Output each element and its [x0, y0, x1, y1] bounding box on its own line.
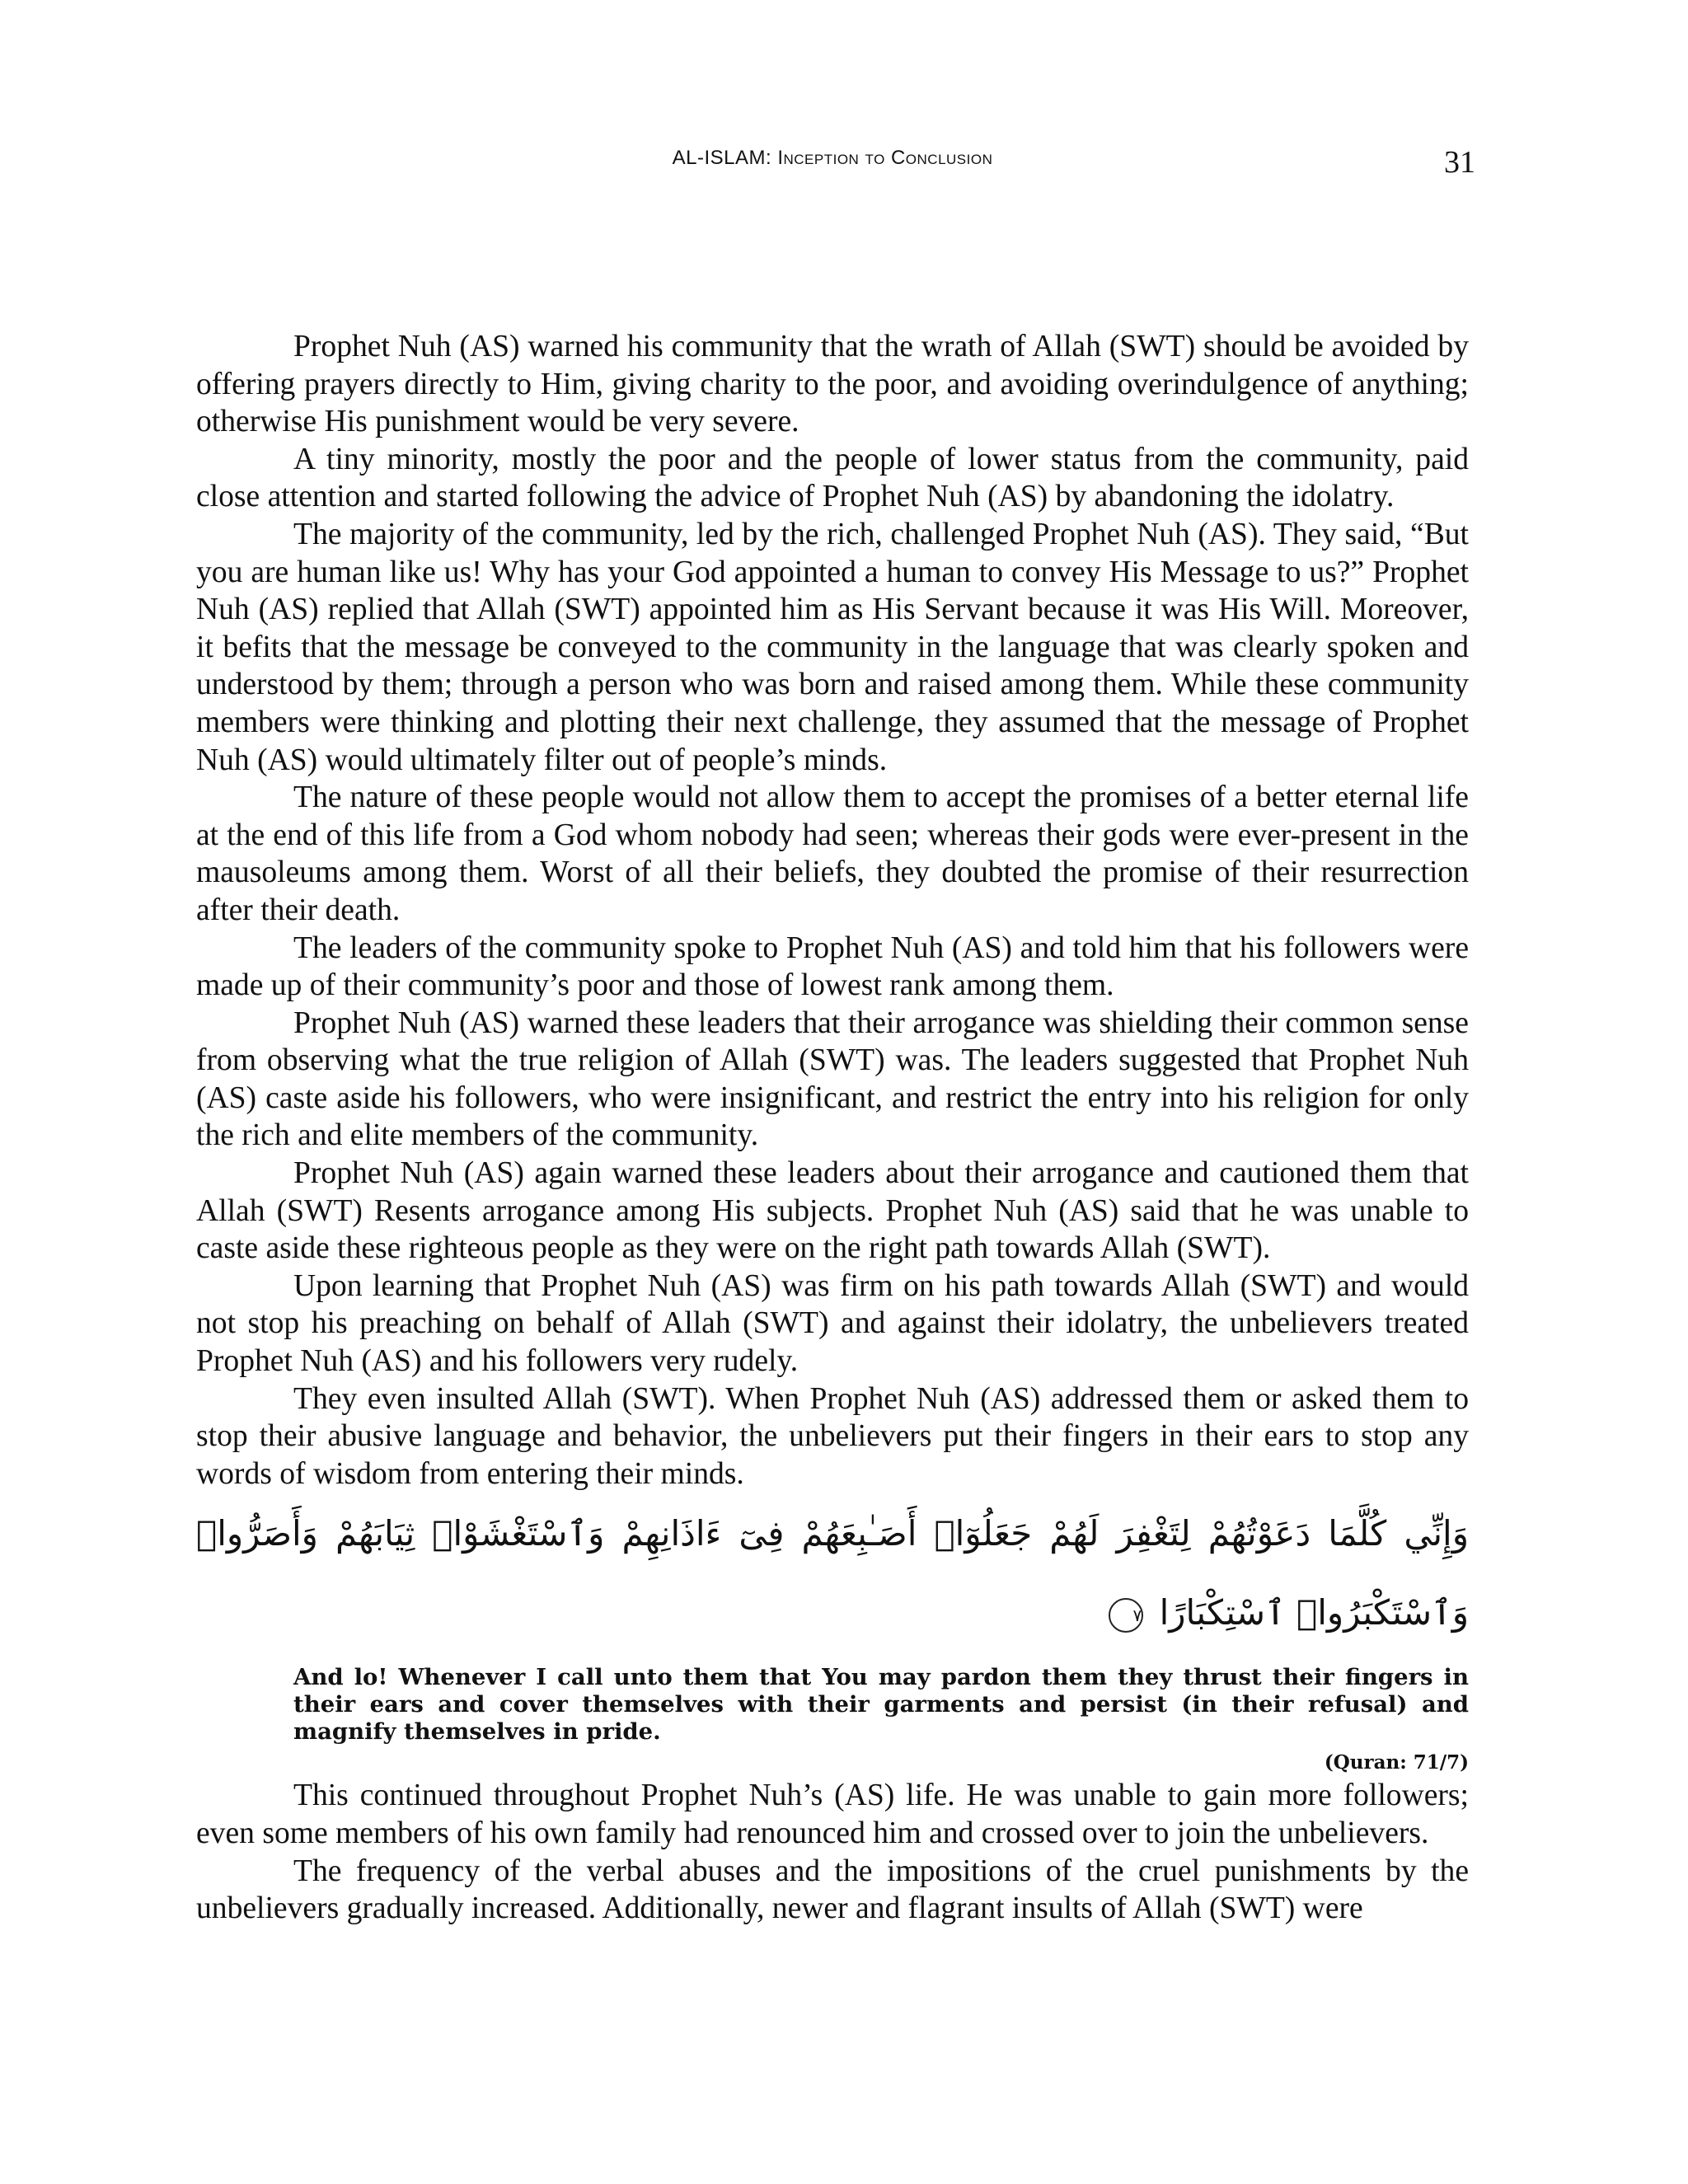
body-text: [196, 328, 1469, 1928]
paragraph: This continued throughout Prophet Nuh’s (AS) life. He was unable to gain more followers; even some members of his own family had renounced him and crossed over to join the unbelievers.: [196, 1779, 1469, 1850]
verse-citation: (Quran: 71/7): [1324, 1751, 1469, 1774]
paragraph: The leaders of the community spoke to Prophet Nuh (AS) and told him that his followers were made up of their community’s poor and those of lowest rank among them.: [196, 930, 1469, 1003]
quran-verse-arabic: [196, 1494, 1469, 1652]
paragraph: The nature of these people would not allow them to accept the promises of a better eternal life at the end of this life from a God whom nobody had seen; whereas their gods were ever-present in the mausoleums among them. Worst of all their beliefs, they doubted the promise of their resurrection after their death.: [196, 780, 1469, 927]
page-number: 31: [1444, 145, 1475, 180]
paragraph: They even insulted Allah (SWT). When Prophet Nuh (AS) addressed them or asked them to stop their abusive language and behavior, the unbelievers put their fingers in their ears to stop any words of wisdom from entering their minds.: [196, 1381, 1469, 1491]
paragraph: The majority of the community, led by the rich, challenged Prophet Nuh (AS). They said, “But you are human like us! Why has your God appointed a human to convey His Message to us?” Prophet Nuh (AS) replied that Allah (SWT) appointed him as His Servant because it was His Will. Moreover, it befits that the message be conveyed to the community in the language that was clearly spoken and understood by them; through a person who was born and raised among them. While these community members were thinking and plotting their next challenge, they assumed that the message of Prophet Nuh (AS) would ultimately filter out of people’s minds.: [196, 517, 1469, 777]
paragraph: Prophet Nuh (AS) warned his community that the wrath of Allah (SWT) should be avoided by offering prayers directly to Him, giving charity to the poor, and avoiding overindulgence of anything; otherwise His punishment would be very severe.: [196, 330, 1469, 439]
arabic-verse-text: وَإِنِّي كُلَّمَا دَعَوْتُهُمْ لِتَغْفِرَ لَهُمْ جَعَلُوٓا۟ أَصَـٰبِعَهُمْ فِىٓ ءَاذَانِهِمْ وَٱسْتَغْشَوْا۟ ثِيَابَهُمْ وَأَصَرُّوا۟ وَٱسْتَكْبَرُوا۟ ٱسْتِكْبَارًا: [196, 1513, 1469, 1633]
verse-translation: And lo! Whenever I call unto them that You may pardon them they thrust their fingers in their ears and cover themselves with their garments and persist (in their refusal) and magnify themselves in pride.: [293, 1664, 1469, 1746]
paragraph: Upon learning that Prophet Nuh (AS) was firm on his path towards Allah (SWT) and would not stop his preaching on behalf of Allah (SWT) and against their idolatry, the unbelievers treated Prophet Nuh (AS) and his followers very rudely.: [196, 1268, 1469, 1379]
running-head: AL-ISLAM: Inception to Conclusion: [672, 147, 993, 169]
verse-number-marker: ٧: [1109, 1598, 1143, 1633]
paragraph: A tiny minority, mostly the poor and the people of lower status from the community, paid close attention and started following the advice of Prophet Nuh (AS) by abandoning the idolatry.: [196, 442, 1469, 514]
paragraph: The frequency of the verbal abuses and the impositions of the cruel punishments by the unbelievers gradually increased. Additionally, newer and flagrant insults of Allah (SWT) were: [196, 1854, 1469, 1926]
paragraph: Prophet Nuh (AS) again warned these leaders about their arrogance and cautioned them that Allah (SWT) Resents arrogance among His subjects. Prophet Nuh (AS) said that he was unable to caste aside these righteous people as they were on the right path towards Allah (SWT).: [196, 1156, 1469, 1266]
paragraph: Prophet Nuh (AS) warned these leaders that their arrogance was shielding their common sense from observing what the true religion of Allah (SWT) was. The leaders suggested that Prophet Nuh (AS) caste aside his followers, who were insignificant, and restrict the entry into his religion for only the rich and elite members of the community.: [196, 1005, 1469, 1153]
